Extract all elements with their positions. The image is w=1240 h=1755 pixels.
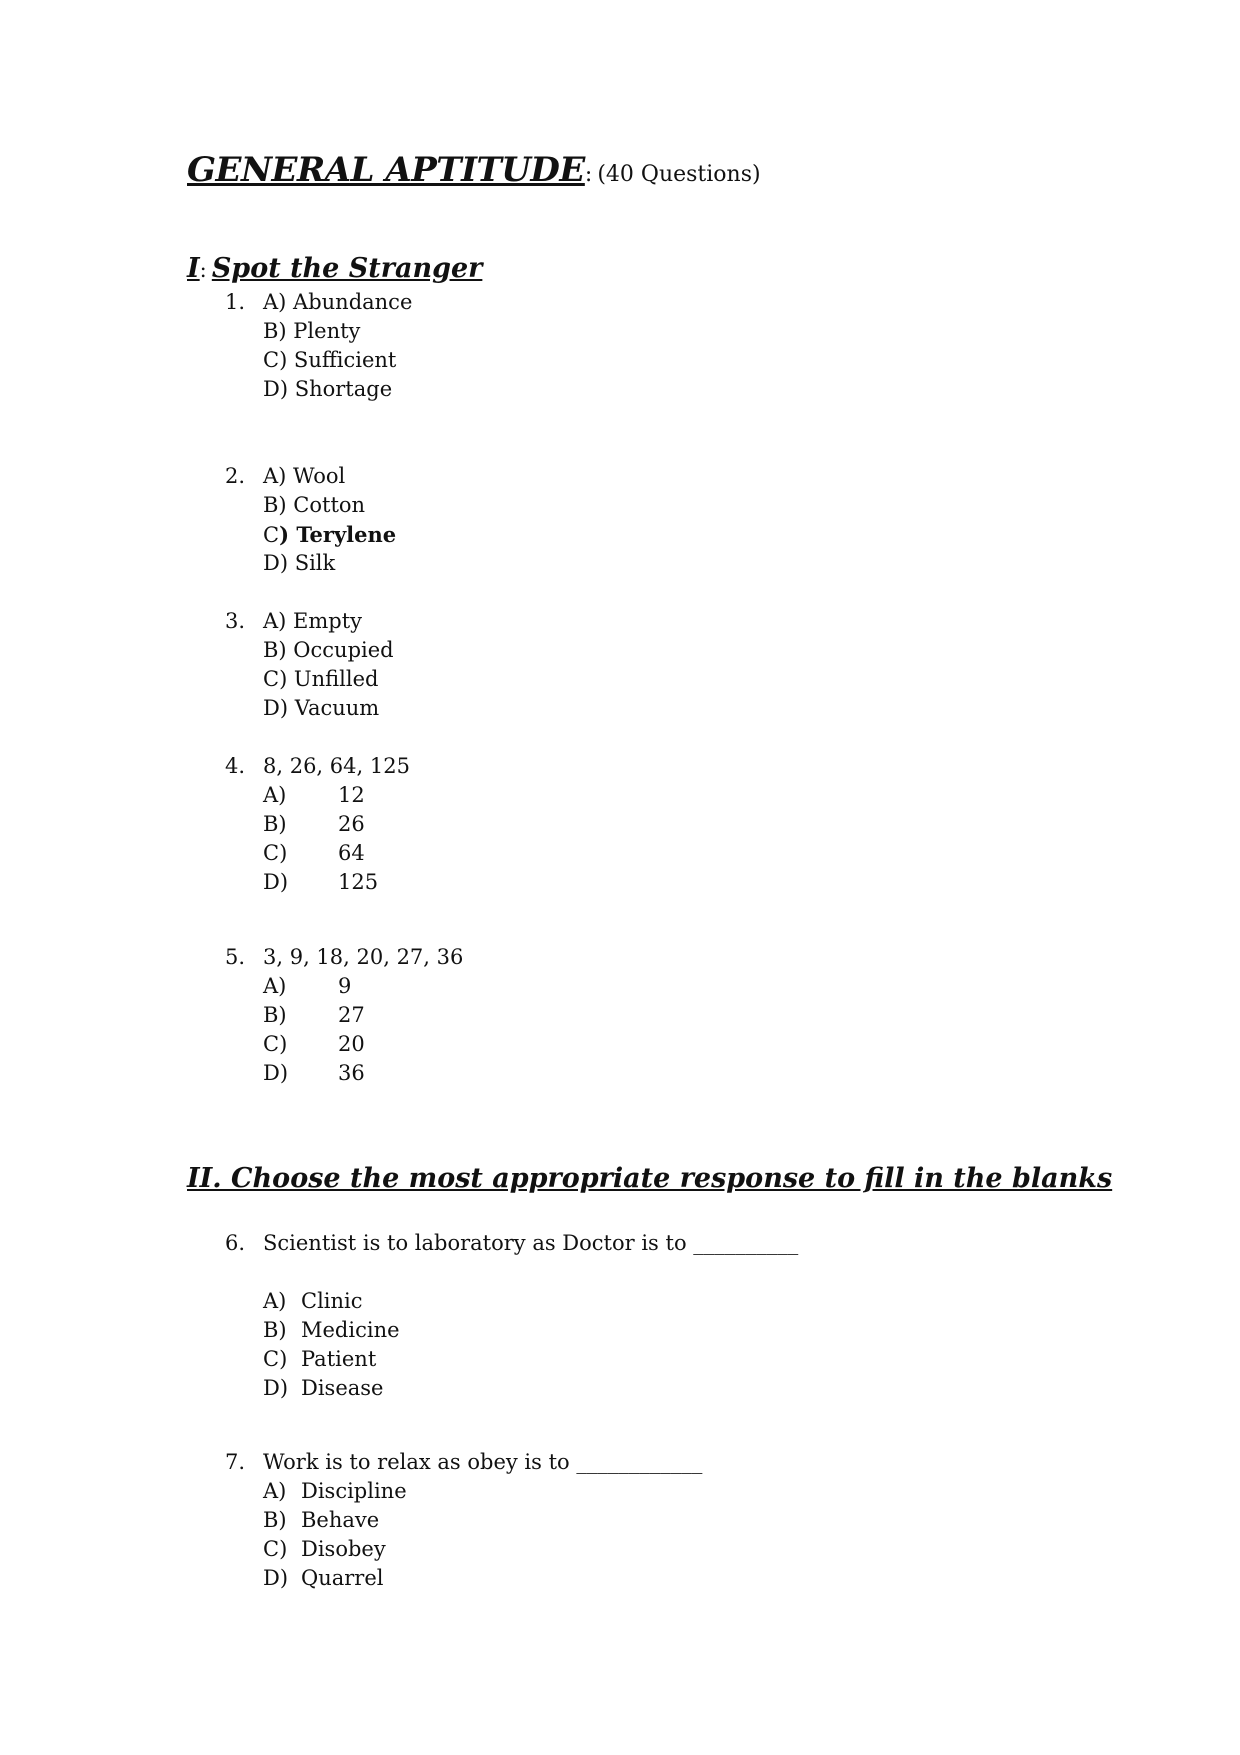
option-a: A) Abundance bbox=[263, 290, 413, 314]
section-1-numeral: I bbox=[187, 253, 200, 284]
option-d-letter: D) bbox=[263, 1566, 289, 1590]
option-a-letter: A) bbox=[263, 1289, 287, 1313]
option-c-letter: C) bbox=[263, 1537, 288, 1561]
page-title: GENERAL APTITUDE bbox=[187, 150, 585, 190]
option-a-letter: A) bbox=[263, 974, 287, 998]
option-a: A) Wool bbox=[263, 464, 346, 488]
section-2-title: II. Choose the most appropriate response to fill in the blanks bbox=[187, 1163, 1113, 1194]
question-count: (40 Questions) bbox=[597, 162, 761, 187]
option-b-letter: B) bbox=[263, 1508, 287, 1532]
option-a-text: Clinic bbox=[301, 1289, 363, 1313]
option-a-letter: A) bbox=[263, 1479, 287, 1503]
section-1-heading bbox=[187, 253, 482, 285]
option-c-value: 20 bbox=[338, 1032, 365, 1056]
option-d: D) Shortage bbox=[263, 377, 393, 401]
option-c-letter: C) bbox=[263, 1347, 288, 1371]
option-d-value: 36 bbox=[338, 1061, 365, 1085]
option-b-letter: B) bbox=[263, 812, 287, 836]
option-b: B) Cotton bbox=[263, 493, 366, 517]
option-c-letter: C) bbox=[263, 1032, 288, 1056]
option-b-letter: B) bbox=[263, 1318, 287, 1342]
question-number: 4. bbox=[225, 754, 246, 778]
option-a-text: Discipline bbox=[301, 1479, 407, 1503]
option-c: C) Unfilled bbox=[263, 667, 379, 691]
question-stem: 8, 26, 64, 125 bbox=[263, 754, 410, 778]
option-d-value: 125 bbox=[338, 870, 379, 894]
question-stem: Work is to relax as obey is to ____________ bbox=[263, 1450, 703, 1474]
section-1-colon: : bbox=[199, 258, 207, 282]
option-b-text: Behave bbox=[301, 1508, 380, 1532]
question-number: 5. bbox=[225, 945, 246, 969]
option-b: B) Plenty bbox=[263, 319, 361, 343]
option-c-letter: C) bbox=[263, 841, 288, 865]
option-b-letter: B) bbox=[263, 1003, 287, 1027]
option-d-text: Disease bbox=[301, 1376, 384, 1400]
option-c-text: Disobey bbox=[301, 1537, 386, 1561]
option-b-value: 27 bbox=[338, 1003, 365, 1027]
option-c-text: Patient bbox=[301, 1347, 377, 1371]
option-a-value: 9 bbox=[338, 974, 352, 998]
option-d-letter: D) bbox=[263, 1061, 289, 1085]
option-c-prefix: C bbox=[263, 523, 280, 547]
option-c bbox=[263, 520, 396, 550]
option-c: C) Sufficient bbox=[263, 348, 397, 372]
title-colon: : bbox=[584, 162, 593, 187]
option-a: A) Empty bbox=[263, 609, 363, 633]
question-stem: 3, 9, 18, 20, 27, 36 bbox=[263, 945, 464, 969]
question-number: 7. bbox=[225, 1450, 246, 1474]
section-1-title: Spot the Stranger bbox=[211, 253, 483, 284]
page-header bbox=[187, 150, 761, 190]
option-a-letter: A) bbox=[263, 783, 287, 807]
option-d-letter: D) bbox=[263, 1376, 289, 1400]
option-d: D) Vacuum bbox=[263, 696, 380, 720]
option-c-bold-text: ) Terylene bbox=[279, 522, 397, 547]
option-b: B) Occupied bbox=[263, 638, 394, 662]
question-number: 1. bbox=[225, 290, 246, 314]
option-c-value: 64 bbox=[338, 841, 365, 865]
option-d: D) Silk bbox=[263, 551, 336, 575]
question-stem: Scientist is to laboratory as Doctor is to __________ bbox=[263, 1231, 799, 1255]
question-number: 6. bbox=[225, 1231, 246, 1255]
option-d-text: Quarrel bbox=[301, 1566, 384, 1590]
option-b-value: 26 bbox=[338, 812, 365, 836]
option-d-letter: D) bbox=[263, 870, 289, 894]
option-a-value: 12 bbox=[338, 783, 365, 807]
question-number: 3. bbox=[225, 609, 246, 633]
option-b-text: Medicine bbox=[301, 1318, 400, 1342]
question-number: 2. bbox=[225, 464, 246, 488]
